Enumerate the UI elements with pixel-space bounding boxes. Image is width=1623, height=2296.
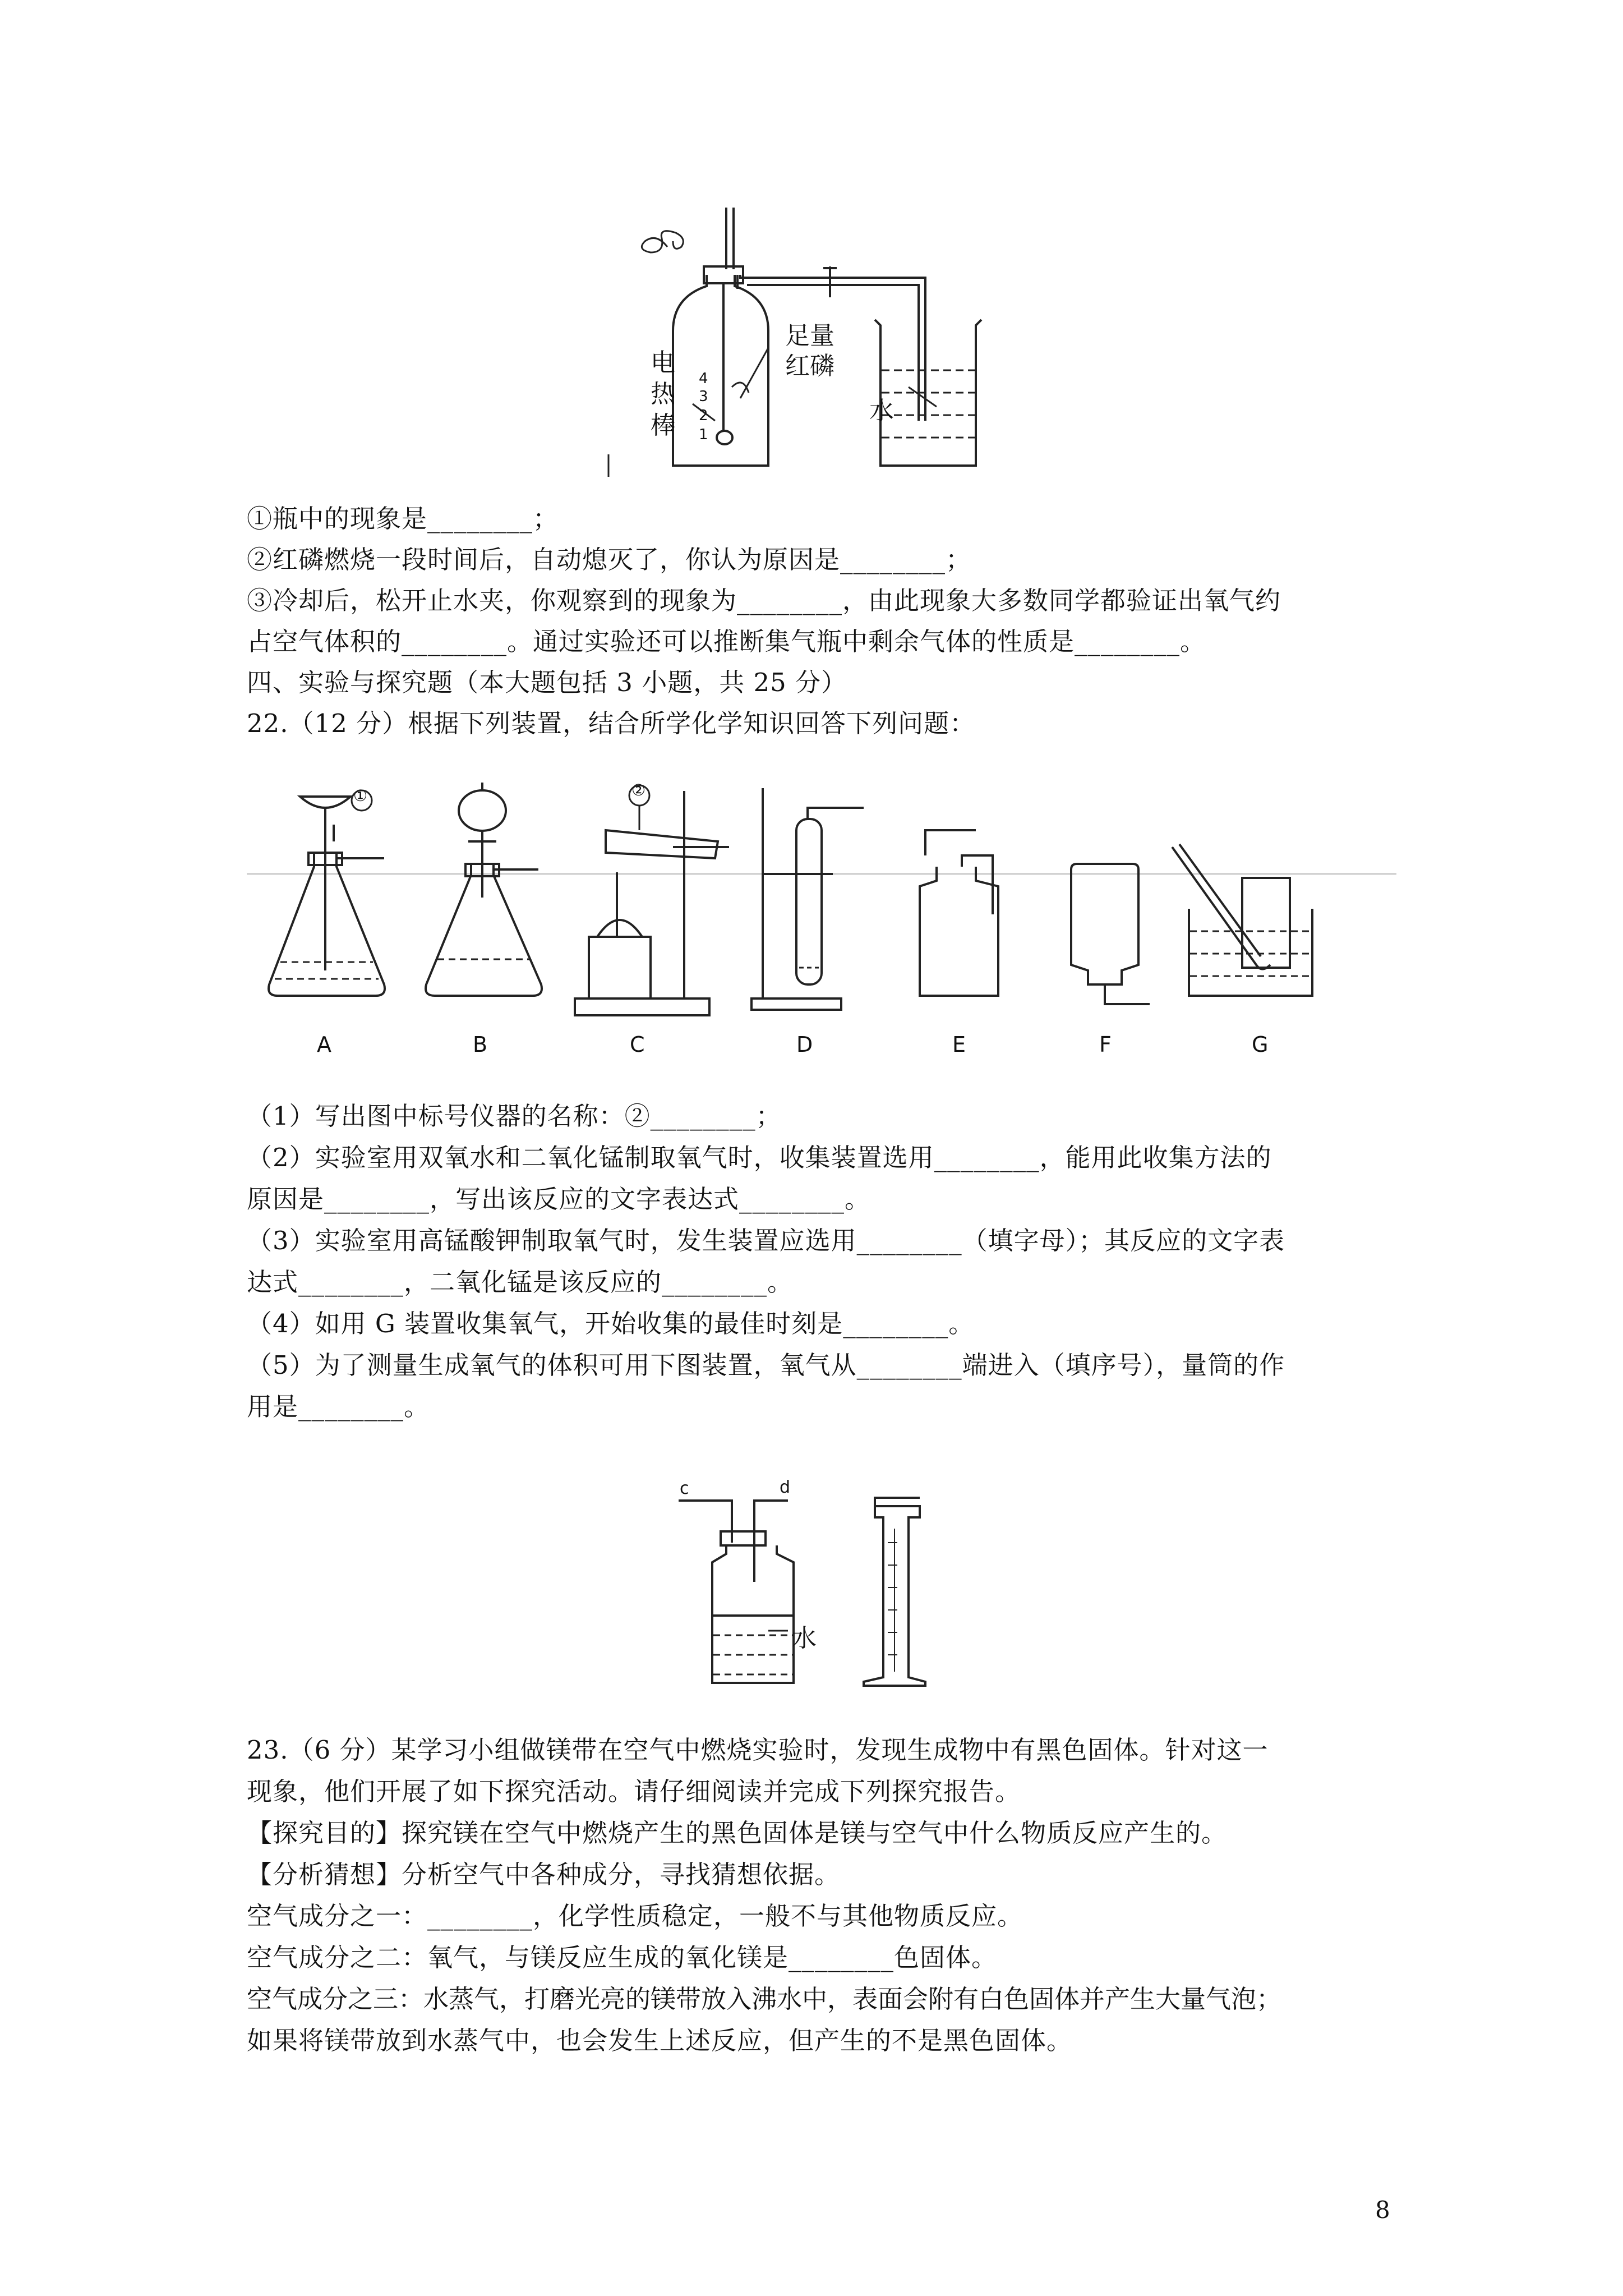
heater-label-2: 热 — [651, 380, 675, 408]
q21-item-1: ①瓶中的现象是________； — [247, 504, 559, 533]
apparatus-d — [751, 788, 864, 1010]
page-number: 8 — [1375, 2196, 1390, 2224]
apparatus-g — [1172, 844, 1312, 996]
figure-apparatus-a-g — [247, 769, 1396, 1071]
scale-mark-3: 3 — [699, 388, 708, 405]
heater-label-1: 电 — [651, 348, 675, 377]
q21-item-3b: 占空气体积的________。通过实验还可以推断集气瓶中剩余气体的性质是________。 — [247, 627, 1206, 656]
phosphorus-label-1: 足量 — [785, 321, 834, 350]
apparatus-b — [426, 783, 542, 996]
funnel-marker-1: ① — [353, 786, 368, 805]
apparatus-a-g-diagram — [247, 769, 1396, 1071]
q22-sub-5b: 用是________。 — [247, 1392, 430, 1421]
label-e: E — [952, 1032, 966, 1057]
q22-sub-1: （1）写出图中标号仪器的名称：②________； — [247, 1101, 782, 1131]
test-tube-marker-2: ② — [631, 781, 646, 799]
label-b: B — [473, 1032, 488, 1057]
q22-title: 22.（12 分）根据下列装置，结合所学化学知识回答下列问题： — [247, 708, 976, 738]
q23-component-3b: 如果将镁带放到水蒸气中，也会发生上述反应，但产生的不是黑色固体。 — [247, 2026, 1073, 2055]
apparatus-a — [269, 790, 385, 996]
q21-item-3a: ③冷却后，松开止水夹，你观察到的现象为________，由此现象大多数同学都验证出氧气约 — [247, 586, 1281, 615]
q21-item-2: ②红磷燃烧一段时间后，自动熄灭了，你认为原因是________； — [247, 545, 972, 574]
q22-sub-4: （4）如用 G 装置收集氧气，开始收集的最佳时刻是________。 — [247, 1309, 975, 1338]
section-heading: 四、实验与探究题（本大题包括 3 小题，共 25 分） — [247, 668, 847, 697]
q22-sub-3b: 达式________，二氧化锰是该反应的________。 — [247, 1267, 794, 1297]
label-a: A — [317, 1032, 331, 1057]
scale-mark-2: 2 — [699, 407, 708, 424]
q23-line-1: 23.（6 分）某学习小组做镁带在空气中燃烧实验时，发现生成物中有黑色固体。针对这一 — [247, 1735, 1269, 1765]
label-g: G — [1252, 1032, 1269, 1057]
q22-sub-5a: （5）为了测量生成氧气的体积可用下图装置，氧气从________端进入（填序号），量筒的作 — [247, 1350, 1285, 1380]
figure-volume-measurement — [667, 1478, 981, 1694]
volume-measurement-diagram — [667, 1481, 981, 1694]
q23-component-1: 空气成分之一：________，化学性质稳定，一般不与其他物质反应。 — [247, 1901, 1023, 1931]
heater-label-3: 棒 — [651, 411, 675, 440]
water-label-2: 水 — [792, 1624, 817, 1653]
q23-component-2: 空气成分之二：氧气，与镁反应生成的氧化镁是________色固体。 — [247, 1943, 998, 1972]
scale-mark-1: 1 — [699, 426, 708, 443]
q23-component-3a: 空气成分之三：水蒸气，打磨光亮的镁带放入沸水中，表面会附有白色固体并产生大量气泡； — [247, 1984, 1282, 2014]
port-c-label: c — [680, 1479, 689, 1498]
water-label: 水 — [869, 397, 894, 425]
scale-mark-4: 4 — [699, 370, 708, 387]
q22-sub-3a: （3）实验室用高锰酸钾制取氧气时，发生装置应选用________（填字母）；其反应的文字表 — [247, 1226, 1285, 1255]
q23-hypothesis: 【分析猜想】分析空气中各种成分，寻找猜想依据。 — [247, 1860, 841, 1889]
figure-phosphorus-apparatus — [594, 185, 987, 499]
label-f: F — [1099, 1032, 1112, 1057]
q23-purpose: 【探究目的】探究镁在空气中燃烧产生的黑色固体是镁与空气中什么物质反应产生的。 — [247, 1818, 1228, 1848]
q22-sub-2b: 原因是________，写出该反应的文字表达式________。 — [247, 1184, 871, 1214]
apparatus-e — [920, 830, 998, 996]
phosphorus-label-2: 红磷 — [785, 352, 834, 380]
label-d: D — [796, 1032, 813, 1057]
label-c: C — [630, 1032, 645, 1057]
q22-sub-2a: （2）实验室用双氧水和二氧化锰制取氧气时，收集装置选用________，能用此收集方法的 — [247, 1143, 1272, 1172]
q23-line-2: 现象，他们开展了如下探究活动。请仔细阅读并完成下列探究报告。 — [247, 1777, 1021, 1806]
apparatus-c — [575, 785, 729, 1015]
port-d-label: d — [780, 1478, 791, 1497]
apparatus-f — [1071, 864, 1150, 1004]
